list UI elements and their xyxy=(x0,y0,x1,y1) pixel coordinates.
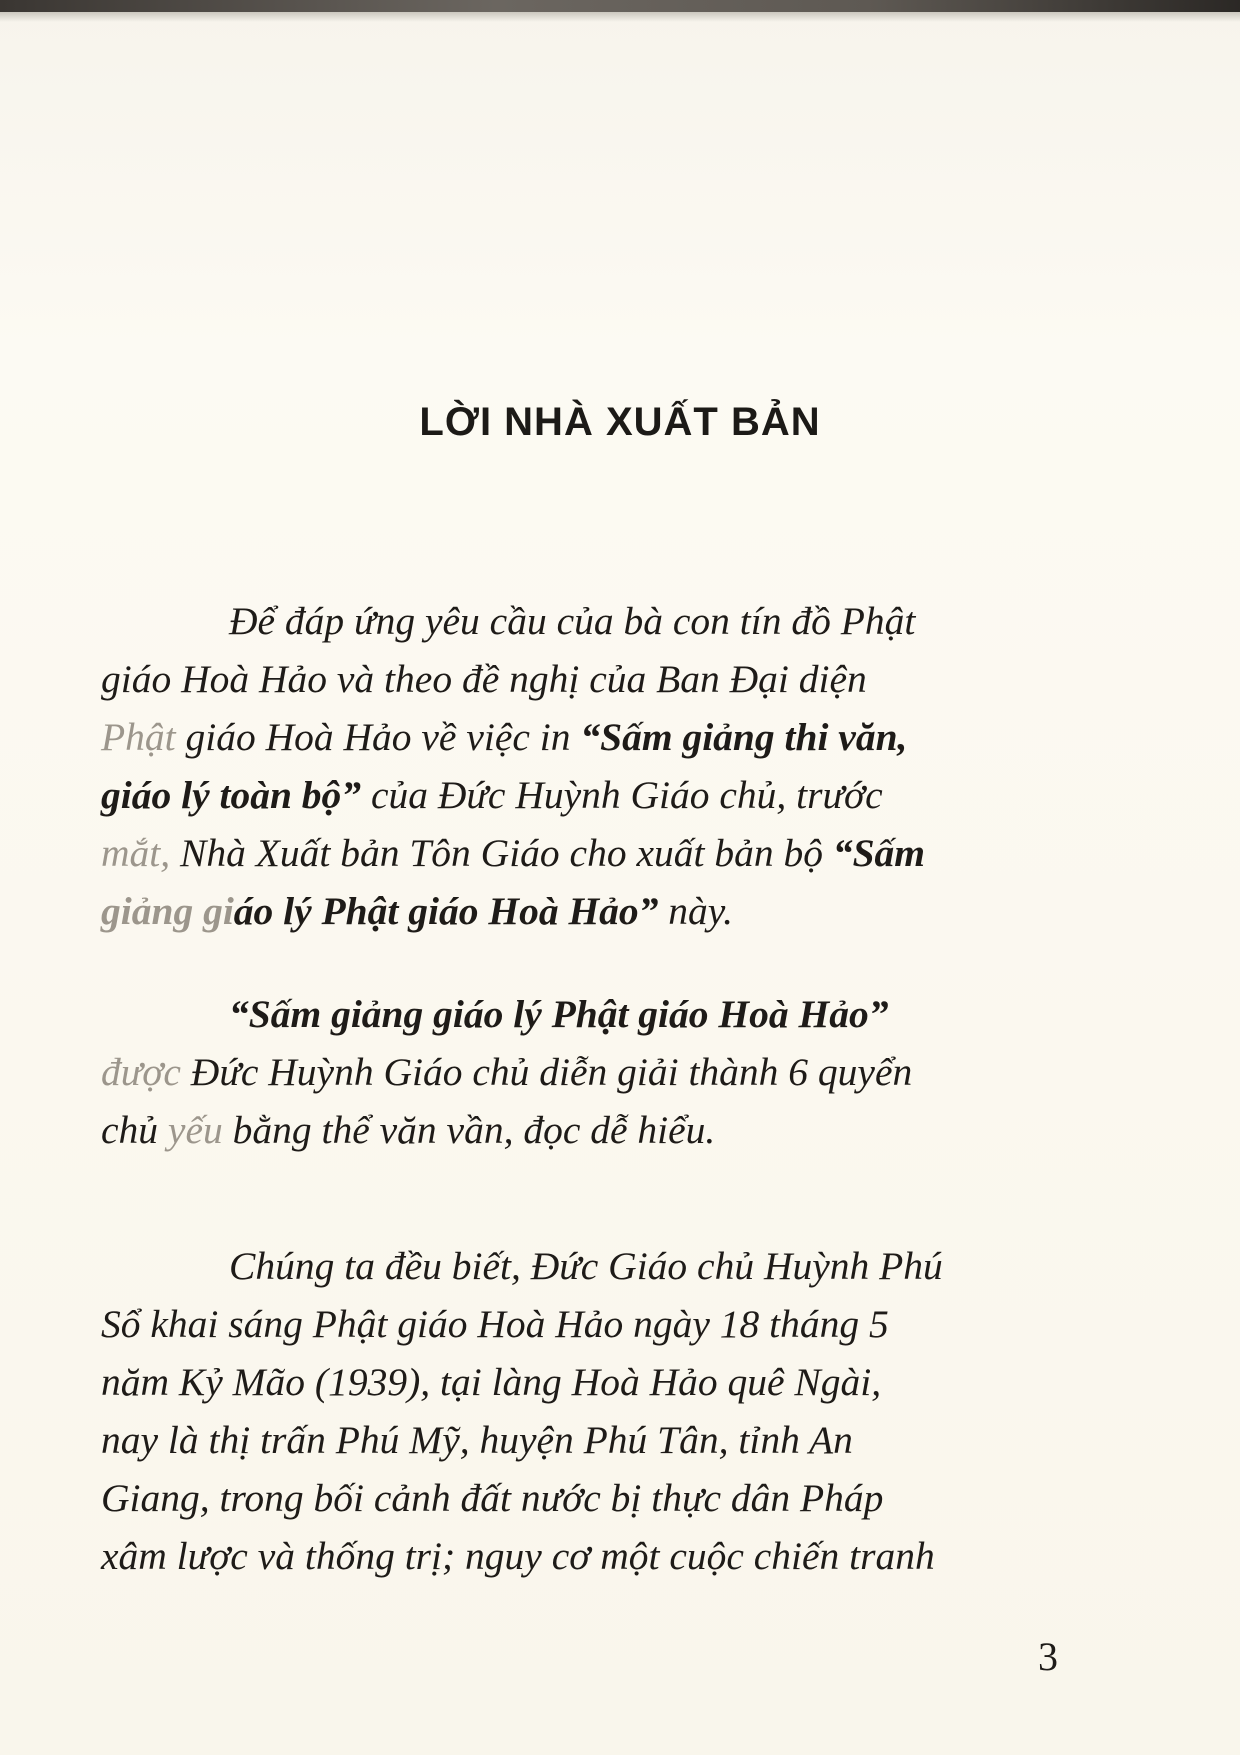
paragraph-2-line-2 xyxy=(101,1043,1071,1101)
page-heading: LỜI NHÀ XUẤT BẢN xyxy=(419,400,821,444)
paragraph-3-line-5: Giang, trong bối cảnh đất nước bị thực dân Pháp xyxy=(101,1476,884,1520)
paragraph-3-line-2: Sổ khai sáng Phật giáo Hoà Hảo ngày 18 tháng 5 xyxy=(101,1302,889,1346)
paragraph-1-line-4 xyxy=(101,766,1071,824)
text-run: Đức Huỳnh Giáo chủ diễn giải thành 6 quyển xyxy=(190,1050,913,1094)
paragraph-3 xyxy=(101,1237,1071,1585)
text-run: bằng thể văn vần, đọc dễ hiểu. xyxy=(222,1108,716,1152)
faded-text: giảng gi xyxy=(101,889,234,933)
paragraph-3-line-4: nay là thị trấn Phú Mỹ, huyện Phú Tân, tỉnh An xyxy=(101,1418,853,1462)
book-title-text: “Sấm xyxy=(832,831,926,875)
paragraph-1-line-6 xyxy=(101,882,1071,940)
book-title-text: giáo lý toàn bộ” xyxy=(101,773,362,817)
page-top-edge-fade xyxy=(0,12,1240,22)
paragraph-1-line-5 xyxy=(101,824,1071,882)
paragraph-3-line-1: Chúng ta đều biết, Đức Giáo chủ Huỳnh Phú xyxy=(229,1244,943,1288)
paragraph-2-line-1: “Sấm giảng giáo lý Phật giáo Hoà Hảo” xyxy=(229,992,889,1036)
paragraph-1-line-3 xyxy=(101,708,1071,766)
book-title-text: áo lý Phật giáo Hoà Hảo” xyxy=(233,889,659,933)
faded-text: yếu xyxy=(167,1108,223,1152)
text-run: của Đức Huỳnh Giáo chủ, trước xyxy=(361,773,883,817)
faded-text: mắt, xyxy=(101,831,180,875)
book-title-text: “Sấm giảng thi văn, xyxy=(580,715,908,759)
text-run: chủ xyxy=(101,1108,168,1152)
text-run: này. xyxy=(658,889,734,933)
paragraph-2 xyxy=(101,985,1071,1159)
page-top-edge-shadow xyxy=(0,0,1240,12)
paragraph-1-line-2: giáo Hoà Hảo và theo đề nghị của Ban Đại diện xyxy=(101,657,867,701)
paragraph-1-line-1: Để đáp ứng yêu cầu của bà con tín đồ Phật xyxy=(229,599,916,643)
paragraph-3-line-3: năm Kỷ Mão (1939), tại làng Hoà Hảo quê Ngài, xyxy=(101,1360,882,1404)
text-run: Nhà Xuất bản Tôn Giáo cho xuất bản bộ xyxy=(180,831,833,875)
faded-text: Phật xyxy=(101,715,186,759)
faded-text: được xyxy=(101,1050,191,1094)
text-run: giáo Hoà Hảo về việc in xyxy=(185,715,581,759)
paragraph-1 xyxy=(101,592,1071,940)
paragraph-2-line-3 xyxy=(101,1101,1071,1159)
page-number: 3 xyxy=(1038,1634,1058,1679)
paragraph-3-line-6: xâm lược và thống trị; nguy cơ một cuộc chiến tranh xyxy=(101,1534,935,1578)
